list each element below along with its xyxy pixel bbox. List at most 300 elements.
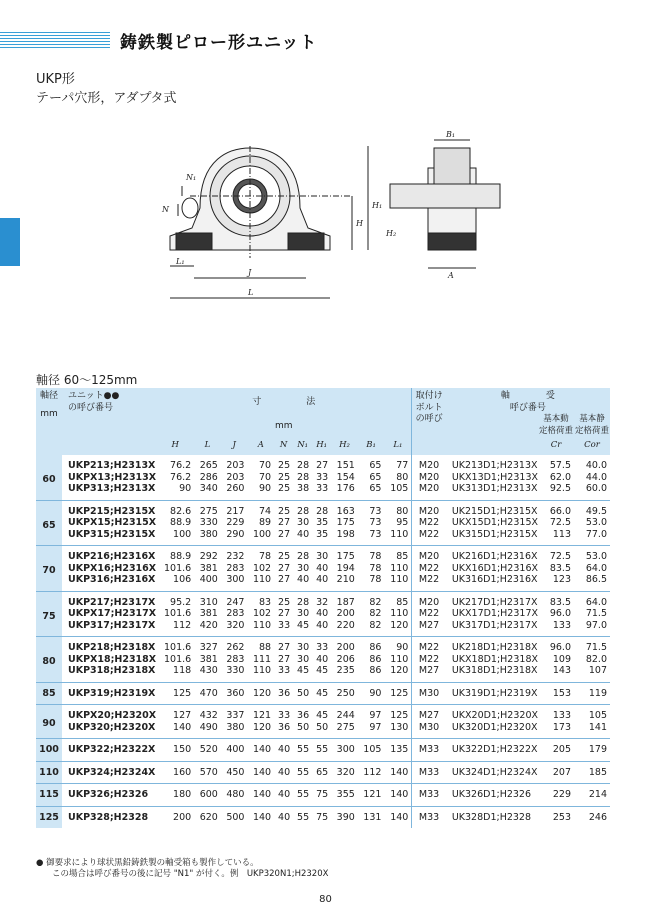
dim-value: 40: [316, 574, 329, 585]
bolt-size: M27: [412, 705, 446, 722]
load-cor: 53.0: [574, 546, 610, 563]
table-row: [36, 455, 610, 472]
dim-value: 75: [312, 806, 331, 828]
dim-value: 50: [297, 721, 310, 733]
dim-value: 73: [358, 500, 385, 517]
shaft-diameter: 65: [36, 500, 62, 546]
dim-value: 25: [274, 546, 293, 563]
dim-value: 111: [252, 653, 272, 665]
col-bearing: 軸 受 呼び番号: [446, 388, 610, 414]
load-cor: 64.0: [585, 562, 607, 574]
dim-value: 400: [199, 574, 218, 585]
dim-value: 290: [226, 528, 245, 540]
dim-value: 131: [358, 806, 385, 828]
bearing-number: UKX13D1;H2313X: [451, 471, 538, 483]
col-bolt: 取付け ボルト の呼び: [412, 388, 446, 455]
dim-value: 490: [199, 721, 218, 733]
dim-value: 82.6: [156, 500, 194, 517]
dim-value: 220: [336, 619, 355, 631]
unit-number: UKP319;H2319X: [62, 682, 156, 705]
load-cr: 113: [552, 528, 571, 540]
bolt-size: M22: [412, 637, 446, 654]
bolt-size: M22: [412, 654, 446, 666]
shaft-diameter: 60: [36, 455, 62, 500]
dim-value: 65: [312, 761, 331, 784]
shaft-diameter: 70: [36, 546, 62, 592]
dim-value: 275: [194, 500, 221, 517]
dim-value: 28: [297, 471, 310, 483]
bearing-number: UKX15D1;H2315X: [451, 517, 538, 528]
dim-value: 430: [199, 665, 218, 676]
unit-number: UKP322;H2322X: [62, 739, 156, 762]
dim-value: 140: [384, 806, 411, 828]
dim-value: 194: [336, 562, 355, 574]
bearing-number: UK322D1;H2322X: [446, 739, 538, 762]
bolt-size: M27: [412, 665, 446, 682]
dim-value: 40: [316, 608, 329, 619]
dim-value: 27: [278, 653, 291, 665]
dim-value: 36: [274, 682, 293, 705]
dim-value: 600: [194, 784, 221, 807]
bearing-number: UK324D1;H2324X: [446, 761, 538, 784]
dim-value: 33: [278, 619, 291, 631]
dim-value: 110: [390, 574, 409, 585]
dim-value: 310: [194, 591, 221, 608]
dim-value: 90: [358, 682, 385, 705]
table-row: [36, 529, 610, 546]
dim-value: 320: [226, 619, 245, 631]
dim-value: 45: [297, 665, 310, 676]
dim-value: 286: [199, 471, 218, 483]
load-cor: 53.0: [585, 517, 607, 528]
dim-value: 88.9: [170, 517, 192, 528]
dim-value: 381: [199, 608, 218, 619]
unit-number: UKP313;H2313X: [68, 483, 156, 494]
bolt-size: M20: [412, 546, 446, 563]
table-row: [36, 637, 610, 654]
dim-value: 30: [297, 517, 310, 528]
bolt-size: M30: [412, 722, 446, 739]
table-row: [36, 784, 610, 807]
footnote-line1: ● 御要求により球状黒鉛鋳鉄製の軸受箱も製作している。: [36, 858, 259, 868]
dim-value: 45: [312, 682, 331, 705]
shaft-diameter: 90: [36, 705, 62, 739]
shaft-diameter: 115: [36, 784, 62, 807]
footnote-line2: この場合は呼び番号の後に記号 "N1" が付く。例 UKP320N1;H2320X: [52, 869, 329, 879]
table-row: [36, 739, 610, 762]
dim-value: 200: [336, 608, 355, 619]
table-row: [36, 574, 610, 591]
dim-value: 130: [390, 721, 409, 733]
dim-value: 95: [396, 517, 409, 528]
dim-value: 33: [278, 665, 291, 676]
label-n: N: [162, 205, 169, 214]
dim-value: 78: [247, 546, 274, 563]
col-dims: 寸 法: [156, 388, 412, 414]
load-cr: 153: [538, 682, 574, 705]
load-cor: 97.0: [585, 619, 607, 631]
unit-number: UKPX16;H2316X: [68, 562, 157, 574]
dim-value: 175: [336, 517, 355, 528]
load-cor: 71.5: [574, 637, 610, 654]
dim-value: 283: [226, 653, 245, 665]
dim-value: 390: [331, 806, 358, 828]
dim-value: 229: [226, 517, 245, 528]
dim-value: 110: [252, 665, 272, 676]
load-cor: 185: [574, 761, 610, 784]
dim-value: 78: [369, 574, 382, 585]
dim-value: 97: [358, 705, 385, 722]
dim-value: 50: [293, 682, 312, 705]
load-cr: 62.0: [549, 471, 571, 483]
label-h: H: [356, 219, 363, 228]
col-load-dyn: 基本動 定格荷重: [538, 414, 573, 436]
col-shaft: 軸径 mm: [36, 388, 62, 455]
unit-number: UKP213;H2313X: [68, 460, 156, 471]
spec-table: [36, 388, 610, 828]
col-dims-unit: mm: [156, 414, 412, 437]
load-cor: 77.0: [585, 528, 607, 540]
dim-value: 40: [274, 761, 293, 784]
dim-value: 101.6: [163, 608, 192, 619]
bolt-size: M22: [412, 529, 446, 546]
dim-symbol: N₁: [293, 437, 312, 455]
label-h2: H₂: [386, 229, 397, 238]
dim-value: 140: [247, 761, 274, 784]
table-row: [36, 546, 610, 563]
dim-value: 355: [331, 784, 358, 807]
dim-value: 150: [156, 739, 194, 762]
dim-value: 90: [259, 483, 272, 494]
dim-value: 265: [199, 460, 218, 471]
bolt-size: M22: [412, 608, 446, 620]
load-cor: 179: [574, 739, 610, 762]
bolt-size: M27: [412, 620, 446, 637]
load-cr: 57.5: [549, 460, 571, 471]
dim-value: 120: [247, 682, 274, 705]
unit-number: UKP315;H2315X: [68, 528, 156, 540]
dim-value: 55: [293, 784, 312, 807]
dim-value: 90: [179, 483, 192, 494]
dim-value: 200: [156, 806, 194, 828]
bolt-size: M22: [412, 563, 446, 575]
dim-value: 32: [312, 591, 331, 608]
load-cr: 66.0: [538, 500, 574, 517]
bolt-size: M20: [412, 483, 446, 500]
dim-value: 140: [247, 784, 274, 807]
dim-value: 77: [396, 460, 409, 471]
dim-value: 283: [226, 608, 245, 619]
load-symbol: Cr: [538, 437, 574, 455]
bolt-size: M33: [412, 806, 446, 828]
load-cor: 71.5: [585, 608, 607, 619]
dim-value: 125: [156, 682, 194, 705]
table-row: [36, 761, 610, 784]
bearing-number: UK319D1;H2319X: [446, 682, 538, 705]
dim-value: 187: [331, 591, 358, 608]
dim-value: 101.6: [163, 653, 192, 665]
dim-value: 200: [331, 637, 358, 654]
table-row: [36, 806, 610, 828]
dim-value: 86: [369, 665, 382, 676]
dim-value: 275: [336, 721, 355, 733]
dim-value: 125: [384, 705, 411, 722]
dim-value: 82: [369, 619, 382, 631]
label-a: A: [448, 271, 454, 280]
dim-symbol: L₁: [384, 437, 411, 455]
bearing-number: UK213D1;H2313X: [451, 460, 538, 471]
dim-value: 65: [369, 483, 382, 494]
load-cor: 214: [574, 784, 610, 807]
unit-number: UKP324;H2324X: [62, 761, 156, 784]
dim-value: 82: [369, 608, 382, 619]
dim-value: 86: [369, 653, 382, 665]
dim-value: 74: [247, 500, 274, 517]
dim-value: 88: [247, 637, 274, 654]
dim-value: 90: [384, 637, 411, 654]
bearing-number: UK315D1;H2315X: [451, 528, 538, 540]
dim-value: 33: [316, 471, 329, 483]
load-cor: 86.5: [585, 574, 607, 585]
dim-value: 27: [278, 562, 291, 574]
dim-value: 40: [316, 619, 329, 631]
load-cr: 96.0: [549, 608, 571, 619]
dim-value: 247: [221, 591, 248, 608]
page-title: 鋳鉄製ピロー形ユニット: [120, 33, 318, 53]
load-cr: 133: [552, 619, 571, 631]
load-cor: 64.0: [574, 591, 610, 608]
shaft-diameter: 85: [36, 682, 62, 705]
unit-number: UKPX17;H2317X: [68, 608, 157, 619]
dim-value: 25: [278, 483, 291, 494]
dim-value: 30: [293, 637, 312, 654]
table-row: [36, 472, 610, 484]
spec-rows: [36, 455, 610, 828]
table-row: [36, 620, 610, 637]
dim-value: 80: [396, 471, 409, 483]
bearing-number: UKX18D1;H2318X: [451, 653, 538, 665]
dim-value: 320: [331, 761, 358, 784]
dim-value: 40: [274, 739, 293, 762]
load-cor: 119: [574, 682, 610, 705]
dim-value: 45: [316, 665, 329, 676]
bolt-size: M22: [412, 517, 446, 529]
unit-number: UKPX20;H2320X: [62, 705, 156, 722]
dim-value: 175: [331, 546, 358, 563]
bolt-size: M33: [412, 739, 446, 762]
dim-value: 206: [336, 653, 355, 665]
dim-value: 101.6: [163, 562, 192, 574]
dim-value: 25: [274, 500, 293, 517]
dim-value: 140: [384, 761, 411, 784]
dim-value: 38: [297, 483, 310, 494]
bearing-number: UKX17D1;H2317X: [451, 608, 538, 619]
unit-number: UKP316;H2316X: [68, 574, 156, 585]
load-cor: 44.0: [585, 471, 607, 483]
dim-value: 244: [331, 705, 358, 722]
dim-value: 120: [390, 619, 409, 631]
dim-value: 110: [390, 608, 409, 619]
dim-value: 121: [247, 705, 274, 722]
page-number: 80: [319, 894, 332, 905]
dim-value: 112: [173, 619, 192, 631]
dim-value: 30: [297, 562, 310, 574]
dim-value: 25: [278, 471, 291, 483]
dim-value: 232: [221, 546, 248, 563]
dim-value: 118: [173, 665, 192, 676]
dim-value: 340: [199, 483, 218, 494]
unit-number: UKP320;H2320X: [68, 721, 156, 733]
bearing-number: UK217D1;H2317X: [446, 591, 538, 608]
dim-value: 110: [252, 619, 272, 631]
dim-value: 292: [194, 546, 221, 563]
dim-value: 65: [369, 471, 382, 483]
dim-value: 110: [390, 562, 409, 574]
dim-value: 176: [336, 483, 355, 494]
bolt-size: M20: [412, 455, 446, 472]
table-row: [36, 705, 610, 722]
dim-value: 89: [259, 517, 272, 528]
table-row: [36, 563, 610, 575]
dim-symbol: H: [156, 437, 194, 455]
table-row: [36, 483, 610, 500]
dim-value: 45: [312, 705, 331, 722]
table-row: [36, 665, 610, 682]
dim-value: 28: [293, 591, 312, 608]
dim-value: 27: [316, 460, 329, 471]
label-n1: N₁: [186, 173, 197, 182]
dim-value: 95.2: [156, 591, 194, 608]
dim-value: 250: [331, 682, 358, 705]
bearing-number: UK328D1;H2328: [446, 806, 538, 828]
unit-number: UKP318;H2318X: [68, 665, 156, 676]
dim-value: 82: [358, 591, 385, 608]
dim-value: 50: [316, 721, 329, 733]
bearing-number: UK218D1;H2318X: [446, 637, 538, 654]
load-cr: 205: [538, 739, 574, 762]
bearing-number: UK316D1;H2316X: [451, 574, 538, 585]
bolt-size: M20: [412, 500, 446, 517]
dim-value: 381: [199, 562, 218, 574]
dim-value: 35: [316, 517, 329, 528]
load-cr: 83.5: [549, 562, 571, 574]
load-cr: 96.0: [538, 637, 574, 654]
dim-value: 620: [194, 806, 221, 828]
bolt-size: M22: [412, 574, 446, 591]
table-row: [36, 591, 610, 608]
dim-value: 76.2: [170, 471, 192, 483]
bolt-size: M20: [412, 591, 446, 608]
unit-number: UKPX13;H2313X: [68, 471, 157, 483]
dim-value: 25: [278, 460, 291, 471]
dim-value: 80: [384, 500, 411, 517]
load-cor: 246: [574, 806, 610, 828]
dim-value: 28: [297, 460, 310, 471]
shaft-diameter: 100: [36, 739, 62, 762]
dim-value: 40: [316, 562, 329, 574]
dim-symbol: B₁: [358, 437, 385, 455]
dim-value: 102: [252, 562, 272, 574]
load-cor: 60.0: [585, 483, 607, 494]
shaft-range-label: 軸径 60～125mm: [36, 373, 138, 387]
load-cr: 72.5: [549, 517, 571, 528]
dim-symbol: H₁: [312, 437, 331, 455]
dim-value: 70: [259, 460, 272, 471]
dim-value: 83: [247, 591, 274, 608]
dim-value: 28: [312, 500, 331, 517]
dim-value: 198: [336, 528, 355, 540]
dim-value: 33: [312, 637, 331, 654]
dim-value: 160: [156, 761, 194, 784]
dim-symbol: L: [194, 437, 221, 455]
dim-value: 30: [297, 653, 310, 665]
dim-value: 101.6: [156, 637, 194, 654]
dim-symbol: A: [247, 437, 274, 455]
unit-number: UKP217;H2317X: [62, 591, 156, 608]
table-row: [36, 608, 610, 620]
dim-value: 300: [331, 739, 358, 762]
dim-value: 27: [278, 608, 291, 619]
load-cr: 143: [552, 665, 571, 676]
dim-value: 55: [293, 739, 312, 762]
dim-value: 55: [293, 761, 312, 784]
dim-value: 400: [221, 739, 248, 762]
dim-value: 73: [369, 517, 382, 528]
unit-number: UKP328;H2328: [62, 806, 156, 828]
unit-number: UKP326;H2326: [62, 784, 156, 807]
shaft-diameter: 110: [36, 761, 62, 784]
section-header: [0, 28, 651, 54]
dim-value: 127: [156, 705, 194, 722]
bearing-number: UK326D1;H2326: [446, 784, 538, 807]
bolt-size: M30: [412, 682, 446, 705]
load-cor: 40.0: [585, 460, 607, 471]
dim-value: 570: [194, 761, 221, 784]
shaft-diameter: 75: [36, 591, 62, 637]
label-l: L: [248, 288, 254, 297]
table-row: [36, 517, 610, 529]
dim-value: 381: [199, 653, 218, 665]
bearing-number: UK215D1;H2315X: [446, 500, 538, 517]
dim-value: 140: [173, 721, 192, 733]
model-description: テーパ穴形，アダプタ式: [36, 91, 177, 106]
bearing-number: UK317D1;H2317X: [451, 619, 538, 631]
load-symbol: Cor: [574, 437, 610, 455]
dim-value: 85: [384, 591, 411, 608]
dim-value: 120: [252, 721, 272, 733]
dim-value: 73: [369, 528, 382, 540]
dim-value: 78: [358, 546, 385, 563]
load-cor: 49.5: [574, 500, 610, 517]
bearing-number: UK313D1;H2313X: [451, 483, 538, 494]
table-row: [36, 682, 610, 705]
bearing-number: UKX20D1;H2320X: [446, 705, 538, 722]
unit-number: UKP216;H2316X: [62, 546, 156, 563]
dim-value: 28: [293, 546, 312, 563]
dim-value: 217: [221, 500, 248, 517]
dim-value: 28: [293, 500, 312, 517]
load-cr: 83.5: [538, 591, 574, 608]
dim-symbol: N: [274, 437, 293, 455]
dim-value: 112: [358, 761, 385, 784]
dim-value: 27: [274, 637, 293, 654]
unit-number: UKP215;H2315X: [62, 500, 156, 517]
unit-number: UKPX18;H2318X: [68, 653, 157, 665]
dim-value: 100: [173, 528, 192, 540]
dim-value: 45: [297, 619, 310, 631]
dim-value: 106: [173, 574, 192, 585]
bolt-size: M20: [412, 472, 446, 484]
